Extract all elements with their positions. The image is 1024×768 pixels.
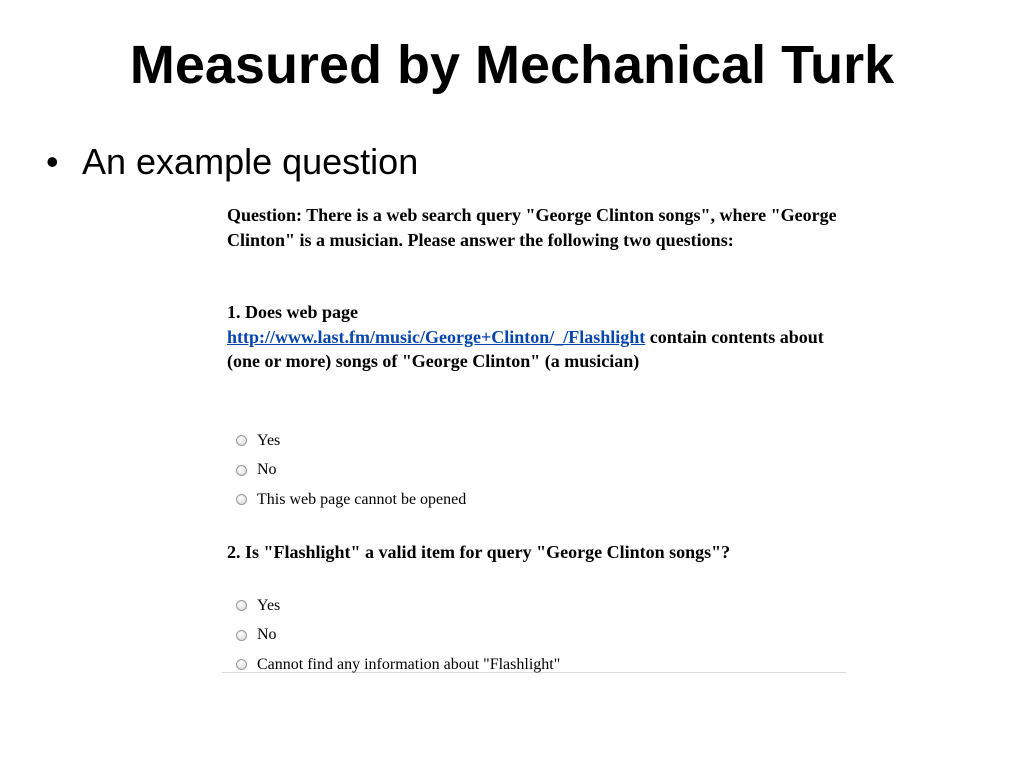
bullet-text: An example question [82, 141, 419, 182]
q2-option-no[interactable] [236, 621, 560, 651]
question-2-options [236, 591, 560, 680]
bullet-item [46, 138, 418, 186]
question-1-text [227, 300, 827, 374]
radio-button-icon[interactable] [236, 659, 247, 670]
option-label: No [257, 626, 277, 644]
q2-option-yes[interactable] [236, 591, 560, 621]
question-1-link[interactable]: http://www.last.fm/music/George+Clinton/_/Flashlight [227, 326, 646, 347]
radio-button-icon[interactable] [236, 465, 247, 476]
radio-button-icon[interactable] [236, 630, 247, 641]
q1-option-cannot-open[interactable] [236, 485, 466, 515]
option-label: Yes [257, 596, 281, 614]
slide-title: Measured by Mechanical Turk [129, 35, 895, 95]
q1-option-yes[interactable] [236, 426, 466, 456]
option-label: Yes [257, 431, 281, 449]
question-2-text: 2. Is "Flashlight" a valid item for query "George Clinton songs"? [227, 542, 731, 562]
radio-button-icon[interactable] [236, 494, 247, 505]
question-1-prefix: 1. Does web page [227, 302, 358, 322]
question-intro: Question: There is a web search query "George Clinton songs", where "George Clinton" is a musician. Please answer the following two questions: [227, 205, 837, 250]
mturk-form-screenshot [222, 198, 846, 673]
option-label: No [257, 461, 277, 479]
option-label: This web page cannot be opened [257, 490, 467, 508]
radio-button-icon[interactable] [236, 435, 247, 446]
q1-option-no[interactable] [236, 456, 466, 486]
question-1-suffix: contain contents about (one or more) songs of "George Clinton" (a musician) [227, 326, 824, 371]
option-label: Cannot find any information about "Flashlight" [257, 655, 561, 673]
q2-option-no-info[interactable] [236, 650, 560, 680]
radio-button-icon[interactable] [236, 600, 247, 611]
question-1-options [236, 426, 466, 515]
bullet-dot-icon: • [46, 141, 59, 182]
